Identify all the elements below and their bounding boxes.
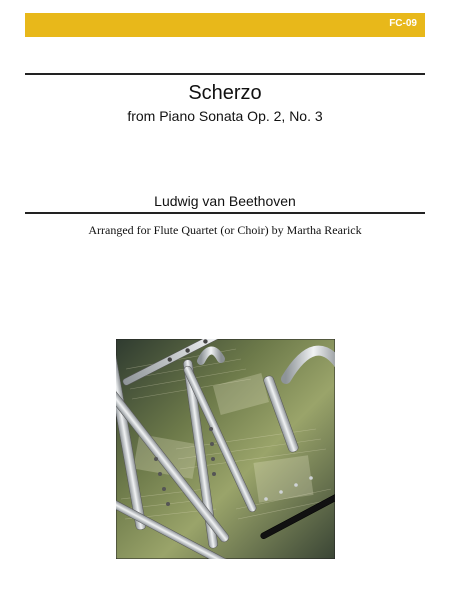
header-band	[25, 13, 425, 37]
page-title: Scherzo	[188, 82, 262, 104]
composer-name: Ludwig van Beethoven	[154, 193, 296, 209]
composer-rule	[25, 212, 425, 214]
top-rule	[25, 73, 425, 75]
catalog-number: FC-09	[389, 18, 417, 29]
page-subtitle: from Piano Sonata Op. 2, No. 3	[127, 108, 323, 124]
flutes-illustration-icon	[116, 339, 335, 559]
arrangement-credit: Arranged for Flute Quartet (or Choir) by Martha Rearick	[88, 223, 362, 237]
